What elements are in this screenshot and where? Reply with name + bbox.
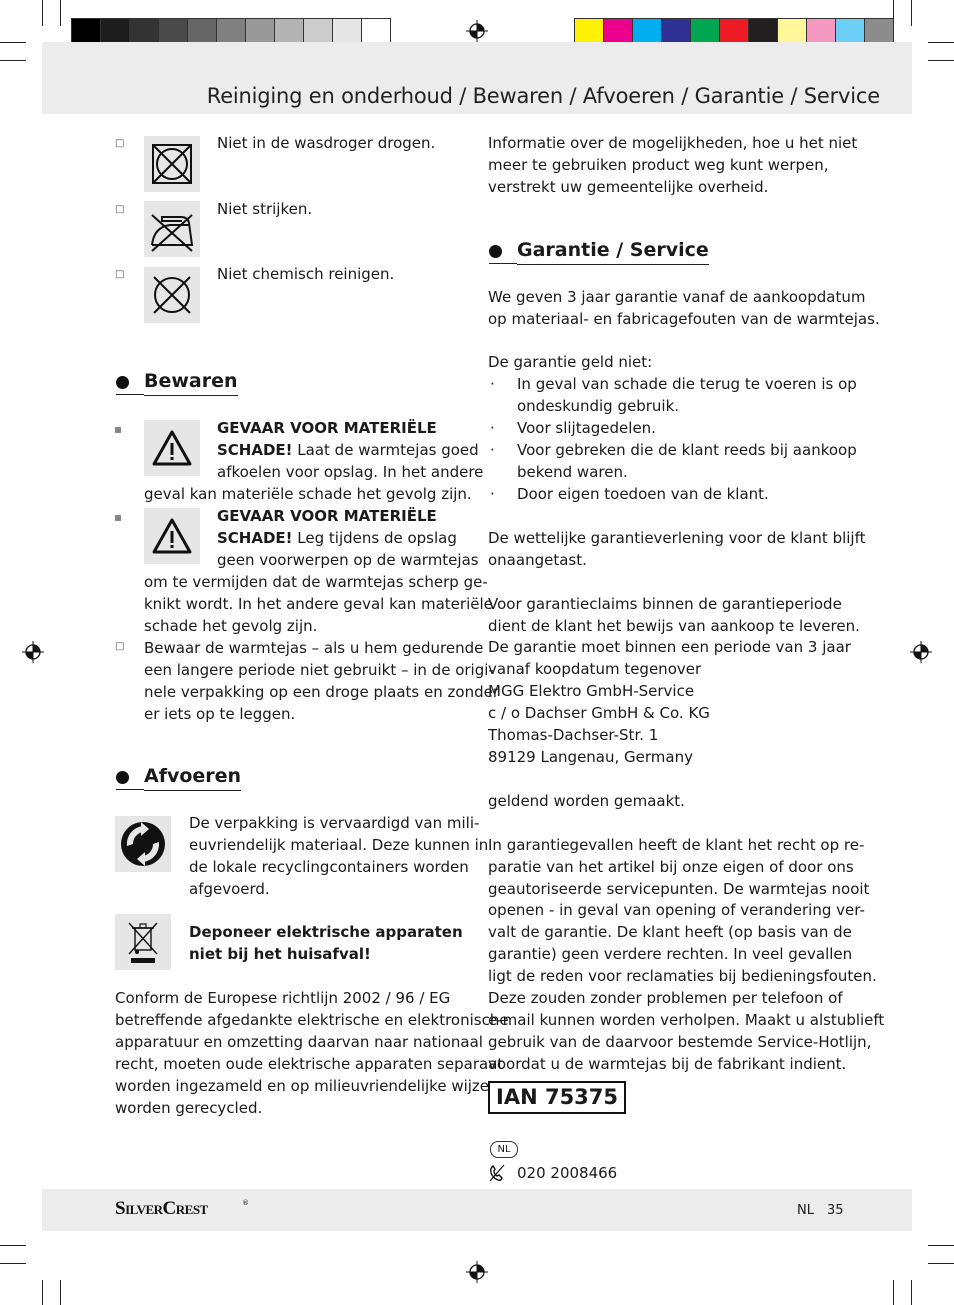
not-valid-2: Voor slijtagedelen. [517,419,656,437]
brand-logo: SilverCrest [115,1198,208,1219]
repair-line-9: e-mail kunnen worden verholpen. Maakt u alstublieft [488,1011,885,1029]
no-tumble-dry-icon [144,136,200,192]
hotline-number: 020 2008466 [517,1164,618,1182]
claim-line-2: dient de klant het bewijs van aankoop te leveren. [488,617,860,635]
section-bullet [116,376,129,389]
list-dot: · [490,441,495,459]
warranty-line-1: We geven 3 jaar garantie vanaf de aankoopdatum [488,288,866,306]
eu-line-3: apparatuur en omzetting daarvan naar nationaal [115,1033,483,1051]
info-line-2: meer te gebruiken product weg kunt werpen, [488,156,829,174]
eu-line-2: betreffende afgedankte elektrische en elektronische [115,1011,509,1029]
bullet-square [115,427,121,433]
country-badge: NL [490,1141,518,1158]
warning-triangle-icon [144,508,200,564]
warning-2-bold-b: SCHADE! [217,529,293,547]
repair-line-8: Deze zouden zonder problemen per telefoon of [488,989,843,1007]
section-bullet [489,245,502,258]
care-text-tumble: Niet in de wasdroger drogen. [217,134,436,152]
crop-mark [928,1245,954,1246]
brand-registered-mark: ® [242,1199,249,1207]
crop-mark [911,0,912,26]
list-dot: · [490,419,495,437]
warranty-line-2: op materiaal- en fabricagefouten van de warmtejas. [488,310,880,328]
heading-bewaren: Bewaren [144,370,238,396]
not-valid-1a: In geval van schade die terug te voeren is op [517,375,857,393]
warning-2-line-2 [217,527,457,549]
list-dot: · [490,485,495,503]
ian-number: IAN 75375 [488,1081,626,1114]
crop-mark [0,60,26,61]
weee-warning-bold-2: niet bij het huisafval! [189,945,371,963]
crop-mark [0,1245,26,1246]
green-dot-recycle-icon [115,816,171,872]
packaging-line-1: De verpakking is vervaardigd van mili- [189,814,480,832]
eu-line-6: worden gerecycled. [115,1099,263,1117]
warning-2-text: Leg tijdens de opslag [292,529,457,547]
crop-mark [893,1280,894,1305]
address-company: MGG Elektro GmbH-Service [488,682,695,700]
packaging-line-3: de lokale recyclingcontainers worden [189,858,469,876]
crossed-bin-icon [115,914,171,970]
warning-1-line-2 [217,439,479,461]
page-number: 35 [827,1203,844,1218]
repair-line-4: openen - in geval van opening of verandering ver- [488,901,865,919]
not-valid-heading: De garantie geld niet: [488,353,653,371]
info-line-1: Informatie over de mogelijkheden, hoe u het niet [488,134,858,152]
crop-mark [928,1263,954,1264]
repair-line-7: ligt de reden voor reclamaties bij bedieningsfouten. [488,967,877,985]
eu-line-1: Conform de Europese richtlijn 2002 / 96 / EG [115,989,451,1007]
repair-line-2: paratie van het artikel bij onze eigen of door ons [488,858,854,876]
warning-2-line-5: knikt wordt. In het andere geval kan materiële [144,595,493,613]
eu-line-4: recht, moeten oude elektrische apparaten separaat [115,1055,504,1073]
care-text-dryclean: Niet chemisch reinigen. [217,265,395,283]
address-city: 89129 Langenau, Germany [488,748,693,766]
repair-line-5: valt de garantie. De klant heeft (op basis van de [488,923,852,941]
crop-mark [928,60,954,61]
not-valid-4: Door eigen toedoen van de klant. [517,485,769,503]
store-line-4: er iets op te leggen. [144,705,296,723]
bullet-checkbox: □ [115,269,125,280]
heading-underline [116,394,144,395]
store-line-1: Bewaar de warmtejas – als u hem gedurende [144,639,484,657]
warning-1-bold: GEVAAR VOOR MATERIËLE [217,419,437,437]
heading-underline [116,789,144,790]
not-valid-3a: Voor gebreken die de klant reeds bij aankoop [517,441,857,459]
weee-warning-line-2 [189,943,371,965]
warning-2-bold: GEVAAR VOOR MATERIËLE [217,507,437,525]
crop-mark [928,42,954,43]
packaging-line-2: euvriendelijk materiaal. Deze kunnen in [189,836,489,854]
packaging-line-4: afgevoerd. [189,880,270,898]
store-line-3: nele verpakking op een droge plaats en zonder [144,683,499,701]
eu-line-5: worden ingezameld en op milieuvriendelijke wijze [115,1077,490,1095]
warning-2-line-1 [217,505,437,527]
heading-garantie: Garantie / Service [517,239,709,265]
not-valid-3b: bekend waren. [517,463,628,481]
list-dot: · [490,375,495,393]
crop-mark [60,1280,61,1305]
bullet-square [115,515,121,521]
section-bullet [116,771,129,784]
store-line-2: een langere periode niet gebruikt – in de origi- [144,661,494,679]
claim-line-end: geldend worden gemaakt. [488,792,685,810]
repair-line-1: In garantiegevallen heeft de klant het recht op re- [488,836,865,854]
warning-2-line-3: geen voorwerpen op de warmtejas [217,551,479,569]
weee-warning-line-1 [189,921,463,943]
heading-afvoeren: Afvoeren [144,765,241,791]
warning-2-line-4: om te vermijden dat de warmtejas scherp ge- [144,573,488,591]
repair-line-10: gebruik van de daarvoor bestemde Service-Hotlijn, [488,1033,872,1051]
repair-line-6: garantie) geen verdere rechten. In veel gevallen [488,945,853,963]
care-text-iron: Niet strijken. [217,200,313,218]
registration-mark-icon [466,20,488,42]
claim-line-3: De garantie moet binnen een periode van 3 jaar [488,638,851,656]
registration-mark-icon [910,641,932,663]
warning-1-line-3: afkoelen voor opslag. In het andere [217,463,484,481]
heading-underline [489,263,517,264]
warning-1-line-1 [217,417,437,439]
legal-line-1: De wettelijke garantieverlening voor de klant blijft [488,529,866,547]
no-dry-clean-icon [144,267,200,323]
address-co: c / o Dachser GmbH & Co. KG [488,704,710,722]
crop-mark [0,42,26,43]
repair-line-11: voordat u de warmtejas bij de fabrikant indient. [488,1055,847,1073]
phone-icon [489,1164,505,1182]
warning-1-text: Laat de warmtejas goed [292,441,479,459]
claim-line-1: Voor garantieclaims binnen de garantieperiode [488,595,842,613]
repair-line-3: geautoriseerde servicepunten. De warmtejas nooit [488,880,870,898]
warning-1-line-4: geval kan materiële schade het gevolg zijn. [144,485,472,503]
no-iron-icon [144,201,200,257]
registration-mark-icon [22,641,44,663]
footer-lang: NL [797,1203,814,1218]
registration-mark-icon [466,1261,488,1283]
crop-mark [42,0,43,26]
not-valid-1b: ondeskundig gebruik. [517,397,680,415]
bullet-checkbox: □ [115,204,125,215]
warning-1-bold-b: SCHADE! [217,441,293,459]
crop-mark [0,1263,26,1264]
legal-line-2: onaangetast. [488,551,587,569]
page-title: Reiniging en onderhoud / Bewaren / Afvoeren / Garantie / Service [206,84,880,108]
crop-mark [42,1280,43,1305]
bullet-checkbox: □ [115,641,125,652]
info-line-3: verstrekt uw gemeentelijke overheid. [488,178,769,196]
warning-2-line-6: schade het gevolg zijn. [144,617,318,635]
crop-mark [911,1280,912,1305]
bullet-checkbox: □ [115,138,125,149]
weee-warning-bold-1: Deponeer elektrische apparaten [189,923,463,941]
address-street: Thomas-Dachser-Str. 1 [488,726,659,744]
crop-mark [60,0,61,26]
warning-triangle-icon [144,420,200,476]
claim-line-4: vanaf koopdatum tegenover [488,660,702,678]
